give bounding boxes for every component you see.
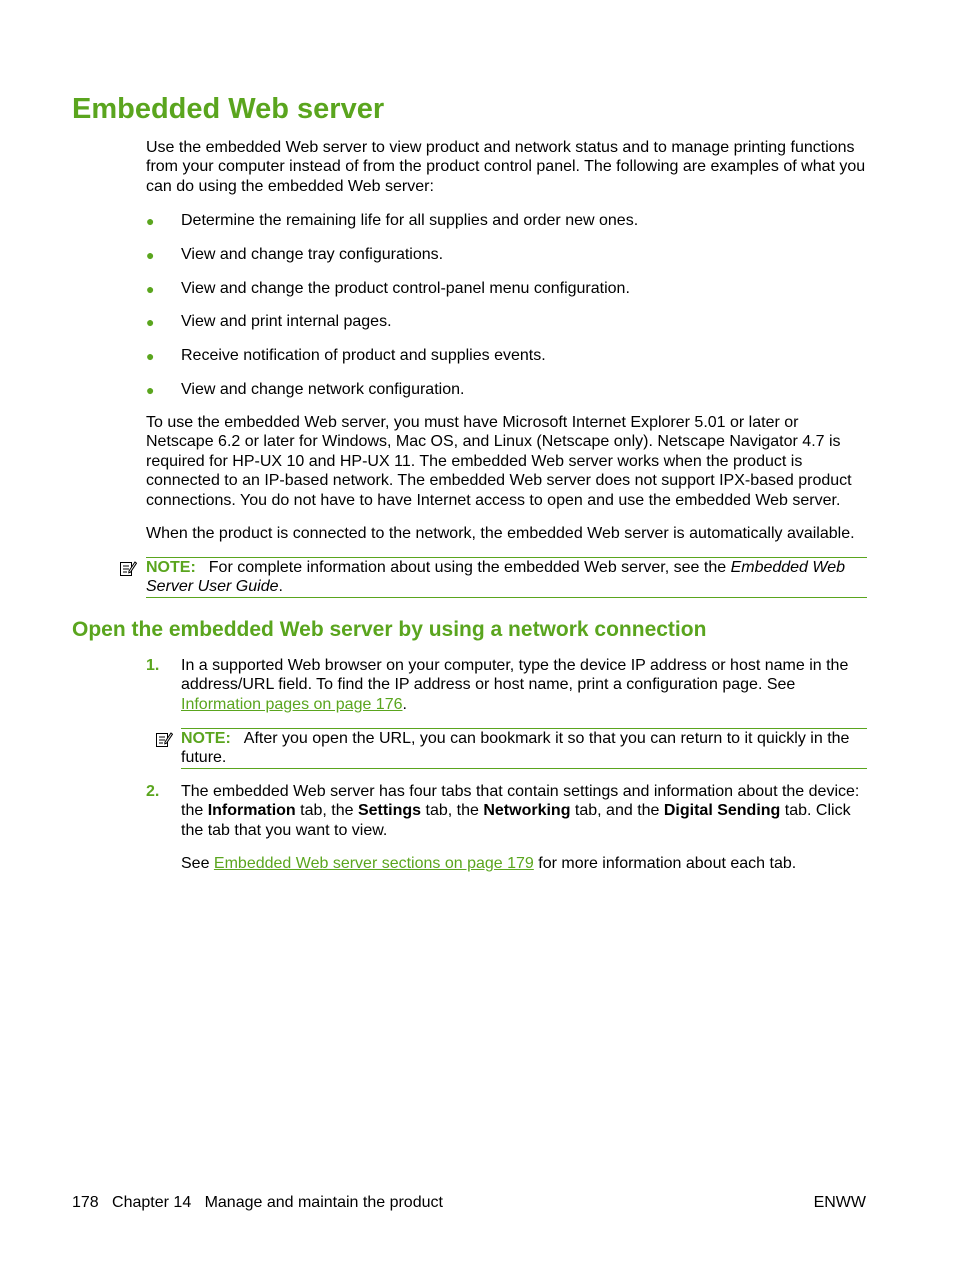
information-pages-link[interactable]: Information pages on page 176 — [181, 695, 403, 713]
step-number: 2. — [146, 783, 160, 800]
footer-chapter: Chapter 14 — [112, 1194, 192, 1211]
see-also-prefix: See — [181, 855, 214, 872]
step-2-part: tab, the — [421, 802, 484, 820]
see-also-paragraph — [181, 854, 868, 873]
section-heading: Open the embedded Web server by using a network connection — [72, 618, 707, 641]
requirements-paragraph: To use the embedded Web server, you must have Microsoft Internet Explorer 5.01 or later or Netscape 6.2 or later for Windows, Mac OS, and Linux (Netscape only). Netscape Navigator 4.7 is required for HP-UX 10 and HP-UX 11. The embedded Web server works when the product is connected to an IP-based network. The embedded Web server does not support IPX-based product connections. You do not have to have Internet access to open and use the embedded Web server. — [146, 414, 852, 509]
bullet-icon: ● — [146, 281, 155, 297]
see-also-suffix: for more information about each tab. — [533, 855, 797, 872]
footer-right: ENWW — [813, 1194, 866, 1211]
note-icon — [119, 559, 137, 582]
list-item — [146, 279, 868, 299]
list-item — [146, 346, 868, 366]
list-item — [146, 245, 868, 265]
list-item-text: View and change the product control-panel menu configuration. — [181, 280, 630, 297]
list-item-text: View and print internal pages. — [181, 313, 392, 330]
bullet-icon: ● — [146, 382, 155, 398]
list-item — [146, 312, 868, 332]
tab-name-settings: Settings — [357, 802, 422, 820]
note-label: NOTE: — [181, 730, 231, 747]
list-item-text: View and change tray configurations. — [181, 246, 444, 263]
footer-left — [72, 1193, 443, 1213]
note-text: After you open the URL, you can bookmark it so that you can return to it quickly in the future. — [181, 730, 850, 767]
intro-paragraph: Use the embedded Web server to view product and network status and to manage printing functions from your computer instead of from the product control panel. The following are examples of what you can do using the embedded Web server: — [146, 139, 866, 195]
note-box — [146, 557, 867, 598]
availability-paragraph: When the product is connected to the network, the embedded Web server is automatically available. — [146, 525, 855, 542]
note-box — [181, 728, 867, 769]
guide-title: Embedded Web Server User Guide — [146, 559, 846, 596]
tab-name-networking: Networking — [483, 802, 571, 820]
tab-name-digital-sending: Digital Sending — [663, 802, 781, 820]
step-2-part: tab, the — [295, 802, 358, 820]
list-item-text: Determine the remaining life for all supplies and order new ones. — [181, 212, 639, 229]
step-1-end: . — [402, 695, 407, 713]
step-2-text — [181, 782, 869, 840]
list-item — [146, 211, 868, 231]
bullet-icon: ● — [146, 314, 155, 330]
list-item — [146, 380, 868, 400]
page-title: Embedded Web server — [72, 93, 385, 125]
list-item-text: View and change network configuration. — [181, 381, 465, 398]
bullet-icon: ● — [146, 213, 155, 229]
list-item-text: Receive notification of product and supplies events. — [181, 347, 546, 364]
step-2-part: tab. Click the tab that you want to view. — [181, 802, 851, 839]
bullet-icon: ● — [146, 247, 155, 263]
note-icon — [155, 730, 173, 753]
footer-chapter-title: Manage and maintain the product — [204, 1194, 443, 1211]
note-label: NOTE: — [146, 559, 196, 576]
note-text: For complete information about using the embedded Web server, see the — [208, 559, 731, 576]
tab-name-information: Information — [207, 802, 296, 820]
step-number: 1. — [146, 657, 160, 674]
step-1-text — [181, 656, 868, 714]
bullet-icon: ● — [146, 348, 155, 364]
step-2-part: tab, and the — [570, 802, 664, 820]
ews-sections-link[interactable]: Embedded Web server sections on page 179 — [213, 855, 534, 872]
step-2-part: The embedded Web server has four tabs that contain settings and information about the device: the — [181, 783, 860, 820]
note-text-end: . — [278, 578, 283, 596]
page-number: 178 — [72, 1194, 99, 1211]
step-1-body: In a supported Web browser on your computer, type the device IP address or host name in the address/URL field. To find the IP address or host name, print a configuration page. See — [181, 657, 849, 694]
